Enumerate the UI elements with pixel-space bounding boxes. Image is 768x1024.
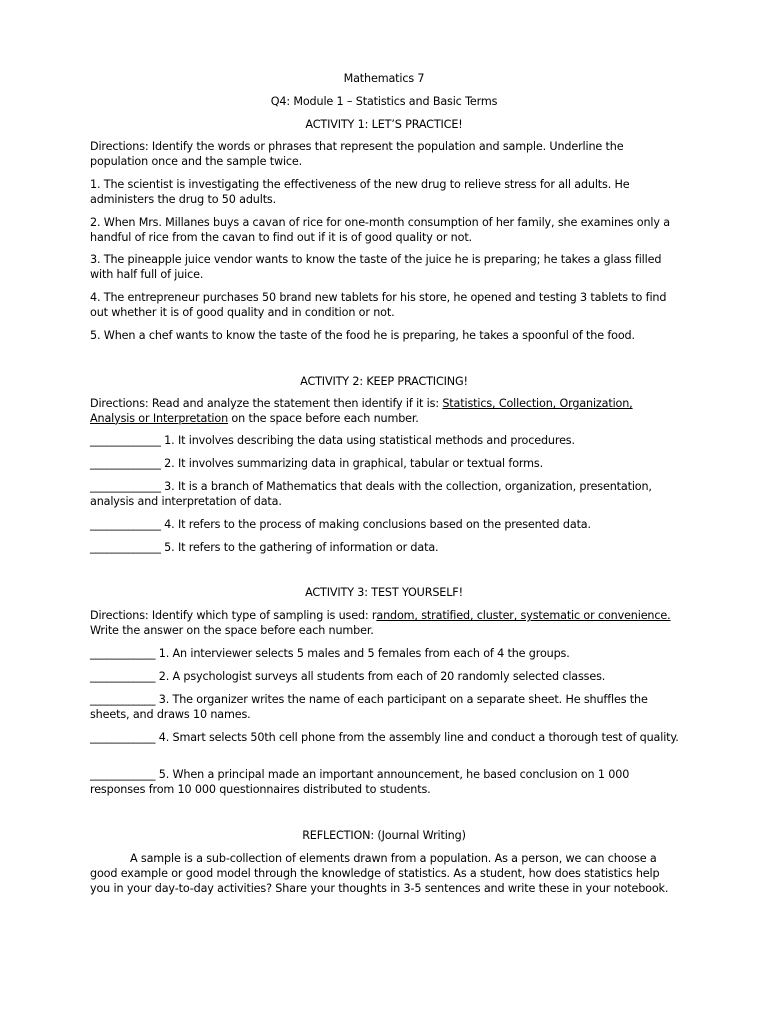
activity2-directions-options: Statistics, Collection, Organization, Analysis or Interpretation [90,397,633,425]
activity3-item-2: ____________ 2. A psychologist surveys all students from each of 20 randomly selected classes. [90,670,606,683]
reflection-body: A sample is a sub-collection of elements drawn from a population. As a person, we can choose a good example or good model through the knowledge of statistics. As a student, how does statistics help you in your day-to-day activities? Share your thoughts in 3-5 sentences and write these in your notebook. [90,852,669,895]
activity1-item-3: 3. The pineapple juice vendor wants to know the taste of the juice he is preparing; he takes a glass filled with half full of juice. [90,253,662,281]
activity2-directions [90,397,680,427]
activity3-directions-options: andom, stratified, cluster, systematic or convenience. [376,609,671,622]
reflection-title: REFLECTION: (Journal Writing) [302,829,466,842]
activity3-directions-prefix: Directions: Identify which type of sampling is used: r [90,609,377,622]
activity3-item-5: ____________ 5. When a principal made an important announcement, he based conclusion on 1 000 responses from 10 000 questionnaires distributed to students. [90,768,630,796]
activity3-directions-suffix: Write the answer on the space before each number. [90,623,374,637]
activity3-item-4: ____________ 4. Smart selects 50th cell phone from the assembly line and conduct a thorough test of quality. [90,731,679,744]
activity1-title: ACTIVITY 1: LET’S PRACTICE! [305,118,463,131]
activity3-title: ACTIVITY 3: TEST YOURSELF! [305,586,463,599]
activity2-item-2: _____________ 2. It involves summarizing data in graphical, tabular or textual forms. [90,457,543,470]
activity2-item-4: _____________ 4. It refers to the process of making conclusions based on the presented data. [90,518,591,531]
activity3-item-3: ____________ 3. The organizer writes the name of each participant on a separate sheet. He shuffles the sheets, and draws 10 names. [90,693,648,721]
activity2-directions-suffix: on the space before each number. [228,411,419,425]
activity1-item-5: 5. When a chef wants to know the taste of the food he is preparing, he takes a spoonful of the food. [90,329,635,342]
activity1-item-4: 4. The entrepreneur purchases 50 brand new tablets for his store, he opened and testing 3 tablets to find out whether it is of good quality and in condition or not. [90,291,667,319]
activity2-item-3: _____________ 3. It is a branch of Mathematics that deals with the collection, organization, presentation, analysis and interpretation of data. [90,480,652,508]
activity2-item-5: _____________ 5. It refers to the gathering of information or data. [90,541,439,554]
activity1-item-1: 1. The scientist is investigating the effectiveness of the new drug to relieve stress for all adults. He administers the drug to 50 adults. [90,178,630,206]
activity2-directions-prefix: Directions: Read and analyze the statement then identify if it is: [90,397,443,410]
subject-title: Mathematics 7 [343,72,425,85]
module-title: Q4: Module 1 – Statistics and Basic Terms [270,95,498,108]
activity1-directions: Directions: Identify the words or phrases that represent the population and sample. Underline the population once and the sample twice. [90,140,624,168]
activity1-item-2: 2. When Mrs. Millanes buys a cavan of rice for one-month consumption of her family, she examines only a handful of rice from the cavan to find out if it is of good quality or not. [90,216,670,244]
activity2-title: ACTIVITY 2: KEEP PRACTICING! [300,375,468,388]
activity3-item-1: ____________ 1. An interviewer selects 5 males and 5 females from each of 4 the groups. [90,647,570,660]
activity2-item-1: _____________ 1. It involves describing the data using statistical methods and procedures. [90,434,575,447]
activity3-directions [90,609,680,639]
